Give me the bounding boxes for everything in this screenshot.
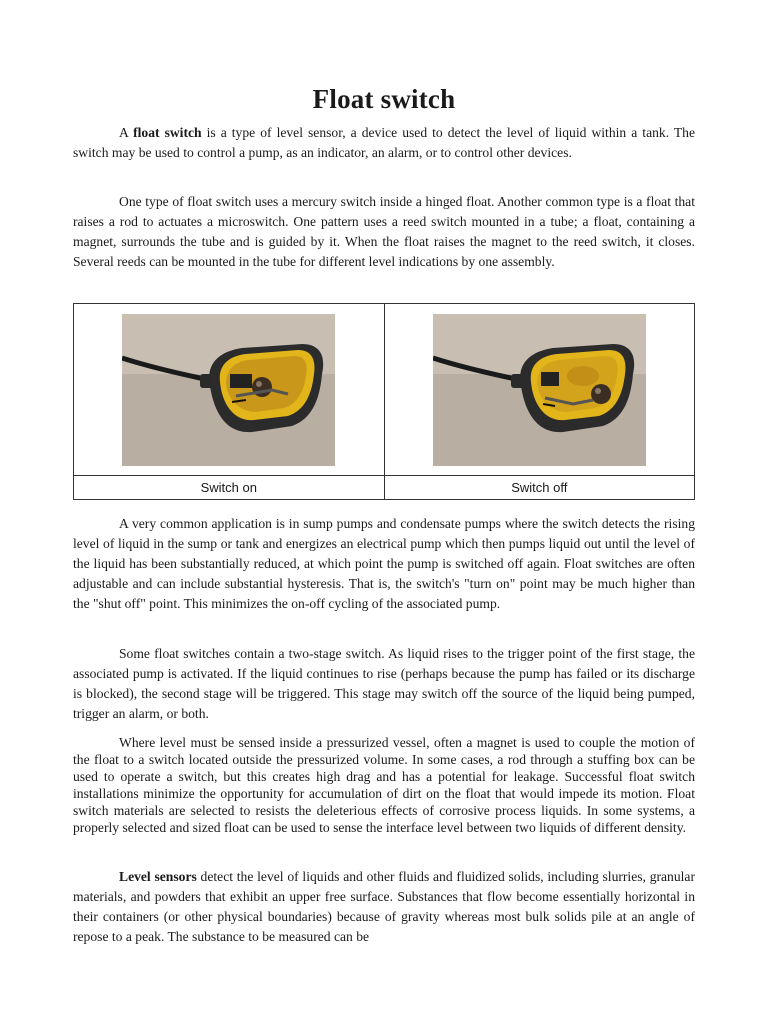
paragraph-types: One type of float switch uses a mercury switch inside a hinged float. Another common type is a float that raises a rod to actuates a microswitch. One pattern uses a reed switch mounted in a tube; a float, containing a magnet, surrounds the tube and is guided by it. When the float raises the magnet to the reed switch, it closes. Several reeds can be mounted in the tube for different level indications by one assembly. bbox=[73, 194, 695, 269]
paragraph-pressurized: Where level must be sensed inside a pressurized vessel, often a magnet is used to couple the motion of the float to a switch located outside the pressurized volume. In some cases, a rod through a stuffing box can be used to operate a switch, but this creates high drag and has a potential for leakage. Successful float switch installations minimize the opportunity for accumulation of dirt on the float that would impede its motion. Float switch materials are selected to resists the deleterious effects of corrosive process liquids. In some systems, a properly selected and sized float can be used to sense the interface level between two liquids of different density. bbox=[73, 735, 695, 835]
figure-cell-on bbox=[74, 304, 385, 476]
caption-switch-off: Switch off bbox=[384, 476, 695, 500]
paragraph-two-stage: Some float switches contain a two-stage switch. As liquid rises to the trigger point of the first stage, the associated pump is activated. If the liquid continues to rise (perhaps because the pump has failed or its discharge is blocked), the second stage will be triggered. This stage may switch off the source of the liquid being pumped, trigger an alarm, or both. bbox=[73, 646, 695, 721]
float-switch-off-photo bbox=[433, 314, 646, 466]
paragraph-level-sensors bbox=[73, 867, 695, 947]
para1-prefix: A bbox=[119, 125, 134, 140]
float-switch-on-photo bbox=[122, 314, 335, 466]
paragraph-intro bbox=[73, 123, 695, 163]
figure-cell-off bbox=[384, 304, 695, 476]
caption-switch-on: Switch on bbox=[74, 476, 385, 500]
paragraph-sump-pumps: A very common application is in sump pumps and condensate pumps where the switch detects the rising level of liquid in the sump or tank and energizes an electrical pump which then pumps liquid out until the level of the liquid has been substantially reduced, at which point the pump is switched off again. Float switches are often adjustable and can include substantial hysteresis. That is, the switch's "turn on" point may be much higher than the "shut off" point. This minimizes the on-off cycling of the associated pump. bbox=[73, 516, 695, 611]
para6-text: detect the level of liquids and other fluids and fluidized solids, including slurries, granular materials, and powders that exhibit an upper free surface. Substances that flow become essentially horizontal in their containers (or other physical boundaries) because of gravity whereas most bulk solids pile at an angle of repose to a peak. The substance to be measured can be bbox=[73, 869, 695, 944]
term-float-switch: float switch bbox=[133, 125, 202, 140]
term-level-sensors: Level sensors bbox=[119, 869, 197, 884]
para1-text: is a type of level sensor, a device used to detect the level of liquid within a tank. The switch may be used to control a pump, as an indicator, an alarm, or to control other devices. bbox=[73, 125, 696, 160]
figure-table bbox=[73, 303, 695, 500]
page-title: Float switch bbox=[312, 84, 456, 114]
